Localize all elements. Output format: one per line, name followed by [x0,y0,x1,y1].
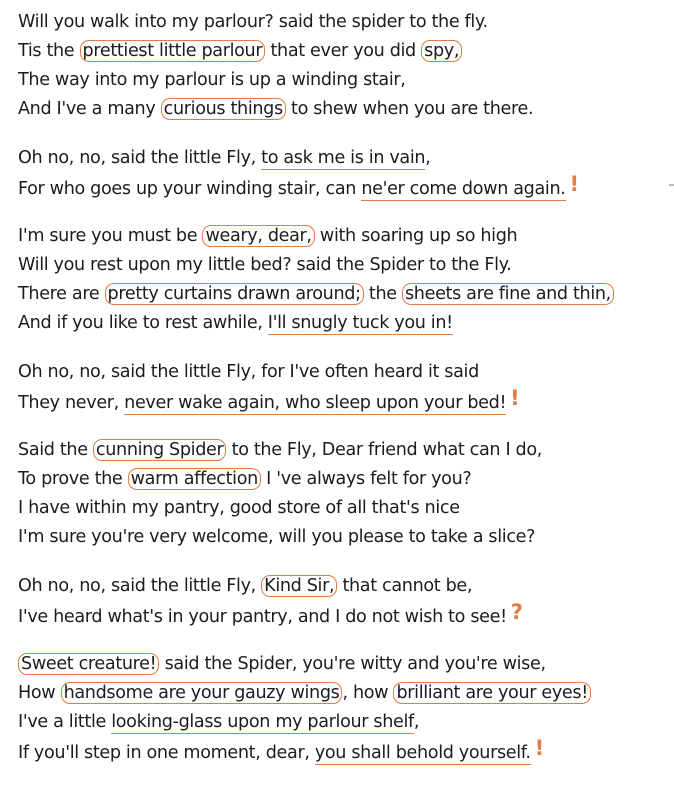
annotation-mark: ! [510,386,520,410]
poem-line [18,387,668,416]
line-text: I've a little [18,712,112,732]
line-text: I've heard what's in your pantry, and I do not wish to see! [18,607,507,627]
stanza [18,436,668,552]
poem-line [18,66,668,95]
line-text: I'm sure you're very welcome, will you please to take a slice? [18,527,536,547]
line-text: that cannot be, [337,576,473,596]
line-text: to the Fly, Dear friend what can I do, [226,440,543,460]
poem-line [18,144,668,173]
circled-phrase: pretty curtains drawn around; [105,283,364,305]
circled-phrase: Sweet creature! [18,653,159,675]
poem-line [18,251,668,280]
poem-line [18,523,668,552]
line-text: Oh no, no, said the little Fly, [18,576,262,596]
line-text: To prove the [18,469,128,489]
stanza [18,144,668,202]
line-text: Will you walk into my parlour? said the spider to the fly. [18,12,488,32]
line-text: Tis the [18,41,80,61]
line-text: Oh no, no, said the little Fly, for I've often heard it said [18,362,479,382]
underlined-phrase: I'll snugly tuck you in! [267,313,453,333]
circled-phrase: prettiest little parlour [80,40,266,62]
poem-line [18,601,668,630]
poem-line [18,173,668,202]
poem [18,8,668,786]
circled-phrase: handsome are your gauzy wings [61,682,343,704]
stanza [18,650,668,766]
line-text: with soaring up so high [314,226,518,246]
poem-line [18,708,668,737]
line-text: How [18,683,61,703]
line-text: I'm sure you must be [18,226,203,246]
annotation-mark: ? [510,600,523,624]
annotation-mark: ! [569,172,579,196]
line-text: , [425,148,431,168]
line-text: If you'll step in one moment, dear, [18,743,315,763]
line-text: the [363,284,402,304]
stanza [18,358,668,416]
poem-line [18,737,668,766]
circled-phrase: spy, [421,40,462,62]
line-text: Oh no, no, said the little Fly, [18,148,262,168]
annotation-mark: ! [534,736,544,760]
underlined-phrase: looking-glass upon my parlour shelf [111,712,414,732]
underlined-phrase: you shall behold yourself. [314,743,531,763]
stray-mark [669,184,674,186]
line-text: The way into my parlour is up a winding stair, [18,70,406,90]
line-text: And I've a many [18,99,161,119]
line-text: And if you like to rest awhile, [18,313,268,333]
stanza [18,572,668,630]
line-text: I 've always felt for you? [260,469,472,489]
poem-line [18,358,668,387]
poem-line [18,222,668,251]
underlined-phrase: never wake again, who sleep upon your bed! [124,393,507,413]
circled-phrase: cunning Spider [93,439,226,461]
poem-line [18,95,668,124]
poem-line [18,650,668,679]
line-text: Will you rest upon my little bed? said the Spider to the Fly. [18,255,512,275]
circled-phrase: brilliant are your eyes! [393,682,590,704]
poem-line [18,494,668,523]
line-text: , how [342,683,394,703]
poem-line [18,572,668,601]
poem-line [18,679,668,708]
poem-line [18,309,668,338]
stanza [18,8,668,124]
line-text: to shew when you are there. [285,99,534,119]
circled-phrase: Kind Sir, [261,575,337,597]
stanza [18,222,668,338]
poem-line [18,8,668,37]
line-text: They never, [18,393,125,413]
circled-phrase: warm affection [128,468,261,490]
line-text: I have within my pantry, good store of all that's nice [18,498,460,518]
poem-line [18,465,668,494]
line-text: , [413,712,420,732]
line-text: There are [18,284,105,304]
poem-line [18,436,668,465]
line-text: that ever you did [265,41,422,61]
poem-line [18,37,668,66]
underlined-phrase: to ask me is in vain [261,148,426,168]
circled-phrase: curious things [161,98,286,120]
line-text: Said the [18,440,93,460]
line-text: said the Spider, you're witty and you're wise, [159,654,546,674]
poem-line [18,280,668,309]
circled-phrase: sheets are fine and thin, [402,283,614,305]
underlined-phrase: ne'er come down again. [361,179,566,199]
line-text: For who goes up your winding stair, can [18,179,362,199]
circled-phrase: weary, dear, [202,225,314,247]
